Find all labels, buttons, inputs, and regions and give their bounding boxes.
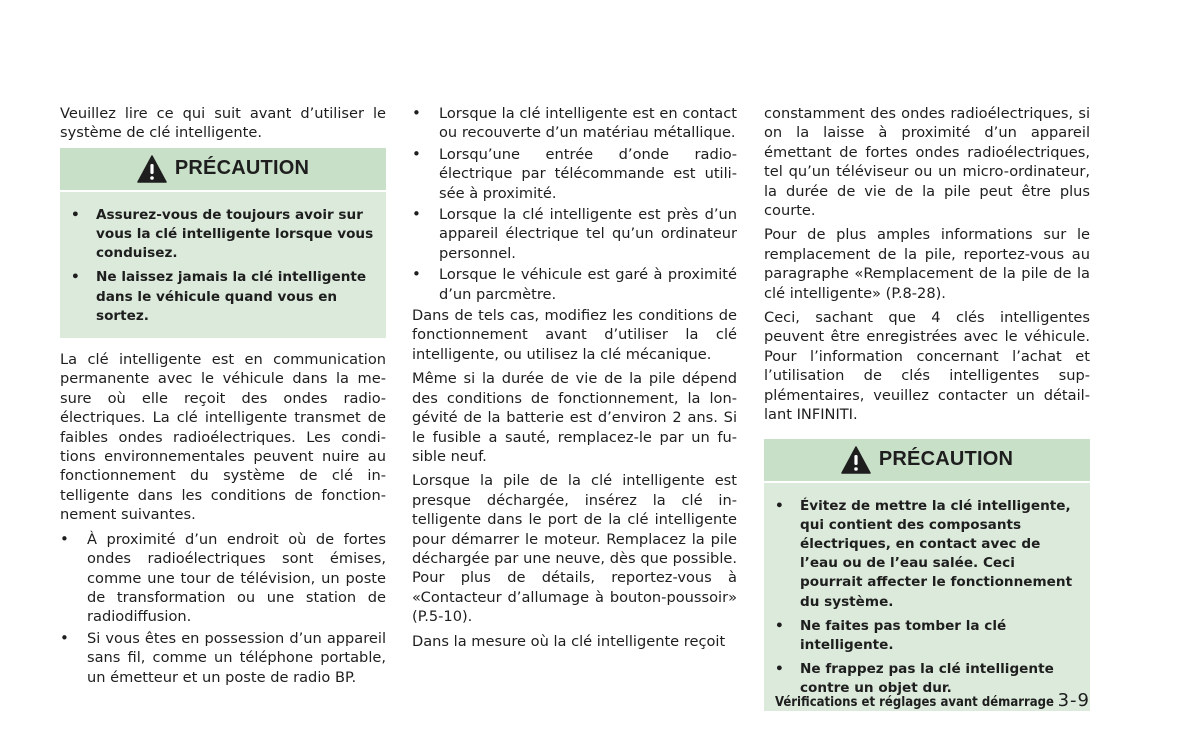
intro-paragraph: Veuillez lire ce qui suit avant d’utiliser le système de clé intelligente. [60, 105, 386, 142]
caution-body [764, 483, 1090, 711]
page-number: 3-9 [1057, 690, 1090, 711]
caution-item: • Ne frappez pas la clé intelligente contre un objet dur. [775, 660, 1078, 698]
list-item: • Lorsque le véhicule est garé à proximité d’un parcmètre. [412, 265, 737, 304]
body-paragraph: constamment des ondes radioélectriques, si on la laisse à proximité d’un appareil émettant de fortes ondes radioélectriques, tel qu’un téléviseur ou un micro-ordinateur, la durée de vie de la pile peut être plus courte. [764, 105, 1090, 220]
list-item: • Si vous êtes en possession d’un appareil sans fil, comme un téléphone portable, un émetteur et un poste de radio BP. [60, 629, 386, 687]
caution-header [764, 439, 1090, 483]
caution-item: • Évitez de mettre la clé intelligente, qui contient des composants électriques, en contact avec de l’eau ou de l’eau salée. Ceci pourrait affecter le fonctionnement du système. [775, 497, 1078, 612]
caution-item: • Ne faites pas tomber la clé intelligente. [775, 617, 1078, 655]
list-item: • Lorsqu’une entrée d’onde radioélectrique par télécommande est utilisée à proximité. [412, 145, 737, 203]
list-item: • Lorsque la clé intelligente est en contact ou recouverte d’un matériau métallique. [412, 104, 737, 143]
body-paragraph: Dans la mesure où la clé intelligente reçoit [412, 632, 726, 650]
caution-item: • Assurez-vous de toujours avoir sur vous la clé intelligente lorsque vous conduisez. [71, 206, 374, 264]
caution-body [60, 192, 386, 338]
column-1 [60, 104, 386, 689]
section-title: Vérifications et réglages avant démarrage [775, 695, 1054, 710]
caution-title: PRÉCAUTION [174, 157, 310, 180]
caution-item: • Ne laissez jamais la clé intelligente dans le véhicule quand vous en sortez. [71, 268, 374, 326]
caution-box-1 [60, 148, 386, 338]
column-3 [764, 104, 1090, 723]
body-paragraph: La clé intelligente est en communication permanente avec le véhicule dans la mesure où elle reçoit des ondes radioélectriques. La clé intelligente transmet de faibles ondes radioélectriques. Les conditions environnementales peuvent nuire au fonctionnement du système de clé intelligente dans les conditions de fonctionnement suivantes. [60, 351, 386, 524]
list-item: • Lorsque la clé intelligente est près d’un appareil électrique tel qu’un ordinateur personnel. [412, 205, 737, 263]
bullet-list [412, 104, 737, 304]
body-paragraph: Ceci, sachant que 4 clés intelligentes peuvent être enregistrées avec le véhicule. Pour l’information concernant l’achat et l’utilisation de clés intelligentes supplémentaires, veuillez contacter un détaillant INFINITI. [764, 309, 1090, 424]
bullet-list [60, 530, 386, 687]
column-2 [412, 104, 737, 656]
body-paragraph: Même si la durée de vie de la pile dépend des conditions de fonctionnement, la longévité de la batterie est d’environ 2 ans. Si le fusible a sauté, remplacez-le par un fusible neuf. [412, 370, 737, 465]
caution-header [60, 148, 386, 192]
page-footer [775, 690, 1090, 711]
body-paragraph: Lorsque la pile de la clé intelligente est presque déchargée, insérez la clé intelligente dans le port de la clé intelligente pour démarrer le moteur. Remplacez la pile déchargée par une neuve, dès que possible. Pour plus de détails, reportez-vous à «Contacteur d’allumage à bouton-poussoir» (P.5-10). [412, 472, 737, 626]
caution-title: PRÉCAUTION [878, 447, 1014, 470]
warning-icon [841, 446, 871, 474]
caution-box-2 [764, 439, 1090, 711]
body-paragraph: Dans de tels cas, modifiez les conditions de fonctionnement avant d’utiliser la clé intelligente, ou utilisez la clé mécanique. [412, 307, 737, 363]
body-paragraph: Pour de plus amples informations sur le remplacement de la pile, reportez-vous au paragraphe «Remplacement de la pile de la clé intelligente» (P.8-28). [764, 226, 1090, 302]
warning-icon [137, 155, 167, 183]
list-item: • À proximité d’un endroit où de fortes ondes radioélectriques sont émises, comme une tour de télévision, un poste de transformation ou une station de radiodiffusion. [60, 530, 386, 627]
